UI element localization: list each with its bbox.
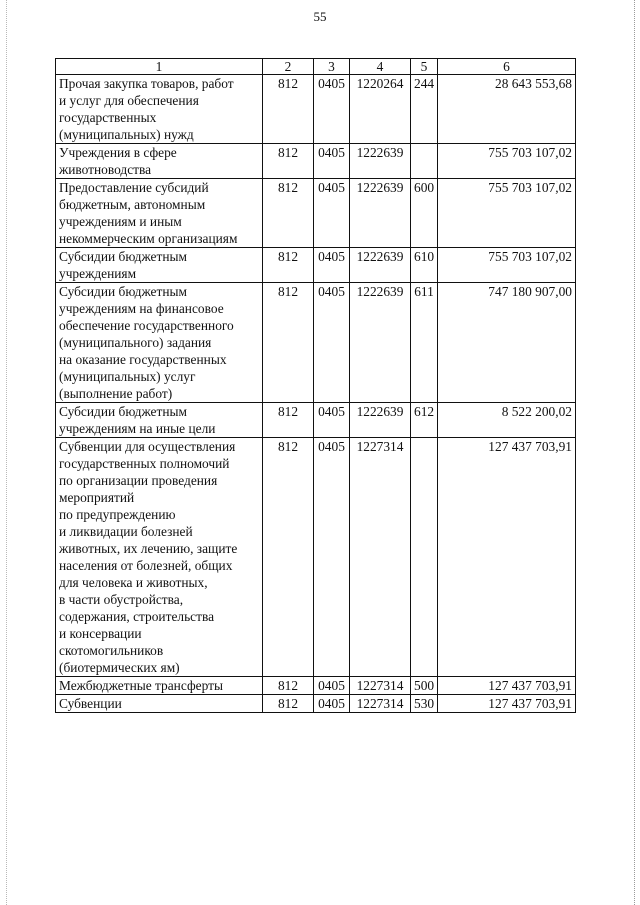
row-name: Субсидии бюджетным учреждениям на финансовое обеспечение государственного (муниципального) задания на оказание государственных (муниципальных) услуг (выполнение работ) [56,283,263,403]
row-name: Межбюджетные трансферты [56,677,263,695]
row-code-ministry: 812 [263,283,314,403]
row-code-section: 0405 [314,179,350,248]
row-code-type [411,438,438,677]
row-code-target: 1222639 [350,144,411,179]
row-code-ministry: 812 [263,248,314,283]
table-header-row [56,59,576,75]
column-header-2: 2 [263,59,314,75]
row-code-section: 0405 [314,144,350,179]
row-code-section: 0405 [314,695,350,713]
row-code-type: 610 [411,248,438,283]
column-header-4: 4 [350,59,411,75]
row-code-ministry: 812 [263,695,314,713]
row-name: Прочая закупка товаров, работ и услуг для обеспечения государственных (муниципальных) нужд [56,75,263,144]
table-row [56,144,576,179]
row-code-ministry: 812 [263,677,314,695]
row-code-target: 1222639 [350,283,411,403]
row-code-section: 0405 [314,677,350,695]
row-name: Субвенции для осуществления государственных полномочий по организации проведения мероприятий по предупреждению и ликвидации болезней животных, их лечению, защите населения от болезней, общих для человека и животных, в части обустройства, содержания, строительства и консервации скотомогильников (биотермических ям) [56,438,263,677]
row-code-section: 0405 [314,75,350,144]
row-amount: 8 522 200,02 [438,403,576,438]
table-row [56,248,576,283]
row-name: Учреждения в сфере животноводства [56,144,263,179]
row-code-type [411,144,438,179]
row-amount: 755 703 107,02 [438,144,576,179]
table-row [56,677,576,695]
table-row [56,75,576,144]
row-amount: 755 703 107,02 [438,248,576,283]
scan-edge-right [634,0,636,905]
row-code-type: 600 [411,179,438,248]
row-code-target: 1220264 [350,75,411,144]
row-name: Предоставление субсидий бюджетным, автономным учреждениям и иным некоммерческим организациям [56,179,263,248]
page-number: 55 [313,9,327,24]
row-code-ministry: 812 [263,403,314,438]
table-row [56,438,576,677]
row-code-type: 244 [411,75,438,144]
column-header-3: 3 [314,59,350,75]
row-amount: 747 180 907,00 [438,283,576,403]
row-code-ministry: 812 [263,438,314,677]
row-name: Субсидии бюджетным учреждениям [56,248,263,283]
row-code-target: 1222639 [350,179,411,248]
column-header-5: 5 [411,59,438,75]
row-code-section: 0405 [314,248,350,283]
row-code-type: 530 [411,695,438,713]
row-code-target: 1227314 [350,677,411,695]
row-name: Субсидии бюджетным учреждениям на иные цели [56,403,263,438]
row-amount: 755 703 107,02 [438,179,576,248]
column-header-1: 1 [56,59,263,75]
row-code-target: 1222639 [350,403,411,438]
column-header-6: 6 [438,59,576,75]
table-row [56,179,576,248]
row-code-section: 0405 [314,438,350,677]
row-amount: 28 643 553,68 [438,75,576,144]
row-code-ministry: 812 [263,179,314,248]
row-code-ministry: 812 [263,75,314,144]
row-code-ministry: 812 [263,144,314,179]
table-row [56,283,576,403]
row-amount: 127 437 703,91 [438,677,576,695]
table-row [56,695,576,713]
row-code-type: 611 [411,283,438,403]
row-amount: 127 437 703,91 [438,438,576,677]
row-code-type: 500 [411,677,438,695]
row-code-section: 0405 [314,283,350,403]
row-code-section: 0405 [314,403,350,438]
row-code-target: 1222639 [350,248,411,283]
table-row [56,403,576,438]
budget-table [55,58,576,713]
scan-edge-left [6,0,8,905]
row-name: Субвенции [56,695,263,713]
row-code-target: 1227314 [350,695,411,713]
row-code-target: 1227314 [350,438,411,677]
row-code-type: 612 [411,403,438,438]
row-amount: 127 437 703,91 [438,695,576,713]
